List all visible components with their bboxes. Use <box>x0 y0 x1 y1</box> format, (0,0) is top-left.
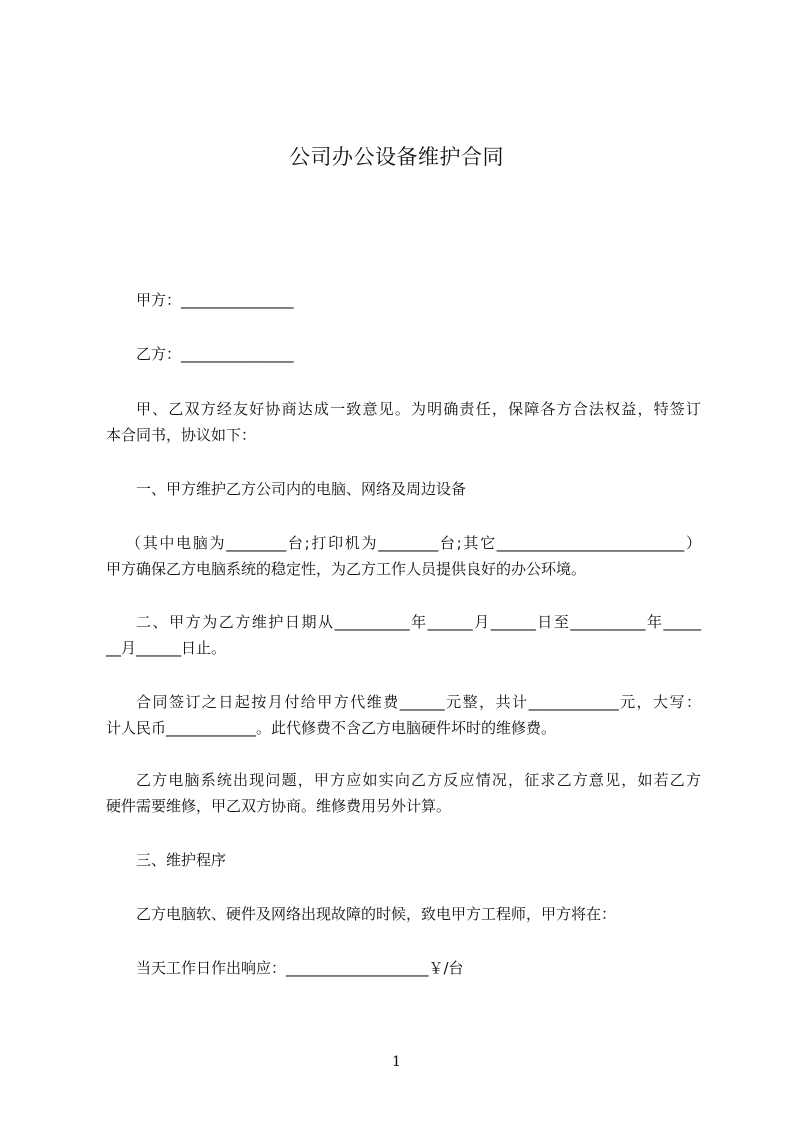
clause-2-line-2: __月______日止。 <box>106 639 227 657</box>
fee-line-2: 计人民币____________。此代修费不含乙方电脑硬件坏时的维修费。 <box>106 719 557 737</box>
clause-3-heading: 三、维护程序 <box>136 851 227 869</box>
clause-1-device-counts: （其中电脑为________台;打印机为________台;其它_________________________） <box>126 534 701 552</box>
preamble-line-1: 甲、乙双方经友好协商达成一致意见。为明确责任，保障各方合法权益，特签订 <box>136 400 701 418</box>
page-number: 1 <box>392 1054 401 1070</box>
preamble-line-2: 本合同书，协议如下： <box>106 426 257 444</box>
clause-2-line-1: 二、甲方为乙方维护日期从__________年______月______日至__________年_____ <box>136 613 701 631</box>
procedure-line: 乙方电脑软、硬件及网络出现故障的时候，致电甲方工程师，甲方将在： <box>136 905 617 923</box>
clause-1-heading: 一、甲方维护乙方公司内的电脑、网络及周边设备 <box>136 480 467 498</box>
issue-line-2: 硬件需要维修，甲乙双方协商。维修费用另外计算。 <box>106 797 452 815</box>
fee-line-1: 合同签订之日起按月付给甲方代维费______元整，共计____________元，大写： <box>136 693 701 711</box>
issue-line-1: 乙方电脑系统出现问题，甲方应如实向乙方反应情况，征求乙方意见，如若乙方 <box>136 771 701 789</box>
response-line: 当天工作日作出响应：___________________￥/台 <box>136 959 464 977</box>
clause-1-text: 甲方确保乙方电脑系统的稳定性，为乙方工作人员提供良好的办公环境。 <box>106 560 587 578</box>
party-a-line: 甲方：_______________ <box>136 291 294 309</box>
document-title: 公司办公设备维护合同 <box>289 145 504 169</box>
party-b-line: 乙方：_______________ <box>136 345 294 363</box>
